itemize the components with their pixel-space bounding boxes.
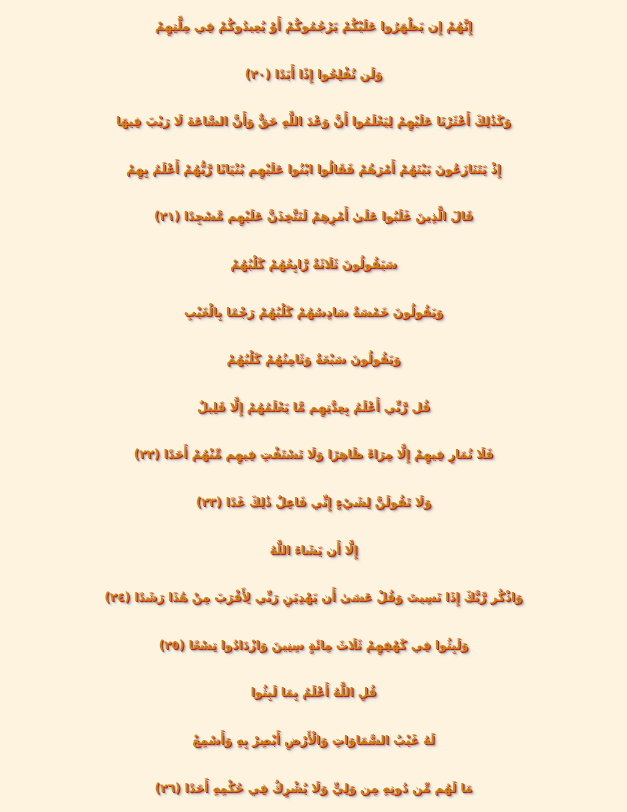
- verse-line-2: وَلَن تُفْلِحُوا إِذًا أَبَدًا (٢٠): [0, 51, 627, 99]
- verse-line-7: وَيَقُولُونَ خَمْسَةٌ سَادِسُهُمْ كَلْبُهُمْ رَجْمًا بِالْغَيْبِ: [0, 289, 627, 337]
- verse-line-6: سَيَقُولُونَ ثَلَاثَةٌ رَّابِعُهُمْ كَلْبُهُمْ: [0, 241, 627, 289]
- verse-line-8: وَيَقُولُونَ سَبْعَةٌ وَثَامِنُهُمْ كَلْبُهُمْ: [0, 336, 627, 384]
- verse-list: [0, 3, 627, 812]
- verse-line-1: إِنَّهُمْ إِن يَظْهَرُوا عَلَيْكُمْ يَرْجُمُوكُمْ أَوْ يُعِيدُوكُمْ فِي مِلَّتِهِمْ: [0, 3, 627, 51]
- verse-line-4: إِذْ يَتَنَازَعُونَ بَيْنَهُمْ أَمْرَهُمْ فَقَالُوا ابْنُوا عَلَيْهِم بُنْيَانًا رَّبُّهُمْ أَعْلَمُ بِهِمْ: [0, 146, 627, 194]
- verse-line-12: إِلَّا أَن يَشَاءَ اللَّهُ: [0, 527, 627, 575]
- verse-line-9: قُل رَّبِّي أَعْلَمُ بِعِدَّتِهِم مَّا يَعْلَمُهُمْ إِلَّا قَلِيلٌ: [0, 384, 627, 432]
- verse-line-11: وَلَا تَقُولَنَّ لِشَيْءٍ إِنِّي فَاعِلٌ ذَٰلِكَ غَدًا (٢٣): [0, 479, 627, 527]
- verse-line-3: وَكَذَٰلِكَ أَعْثَرْنَا عَلَيْهِمْ لِيَعْلَمُوا أَنَّ وَعْدَ اللَّهِ حَقٌّ وَأَنَّ السَّاعَةَ لَا رَيْبَ فِيهَا: [0, 98, 627, 146]
- verse-line-5: قَالَ الَّذِينَ غَلَبُوا عَلَىٰ أَمْرِهِمْ لَنَتَّخِذَنَّ عَلَيْهِم مَّسْجِدًا (٢١): [0, 193, 627, 241]
- verse-line-17: مَا لَهُم مِّن دُونِهِ مِن وَلِيٍّ وَلَا يُشْرِكُ فِي حُكْمِهِ أَحَدًا (٢٦): [0, 765, 627, 812]
- verse-line-14: وَلَبِثُوا فِي كَهْفِهِمْ ثَلَاثَ مِائَةٍ سِنِينَ وَازْدَادُوا تِسْعًا (٢٥): [0, 622, 627, 670]
- verse-line-15: قُلِ اللَّهُ أَعْلَمُ بِمَا لَبِثُوا: [0, 669, 627, 717]
- verse-line-10: فَلَا تُمَارِ فِيهِمْ إِلَّا مِرَاءً ظَاهِرًا وَلَا تَسْتَفْتِ فِيهِم مِّنْهُمْ أَحَدًا (٢٢): [0, 431, 627, 479]
- verse-line-13: وَاذْكُر رَّبَّكَ إِذَا نَسِيتَ وَقُلْ عَسَىٰ أَن يَهْدِيَنِ رَبِّي لِأَقْرَبَ مِنْ هَٰذَا رَشَدًا (٢٤): [0, 574, 627, 622]
- verse-line-16: لَهُ غَيْبُ السَّمَاوَاتِ وَالْأَرْضِ أَبْصِرْ بِهِ وَأَسْمِعْ: [0, 717, 627, 765]
